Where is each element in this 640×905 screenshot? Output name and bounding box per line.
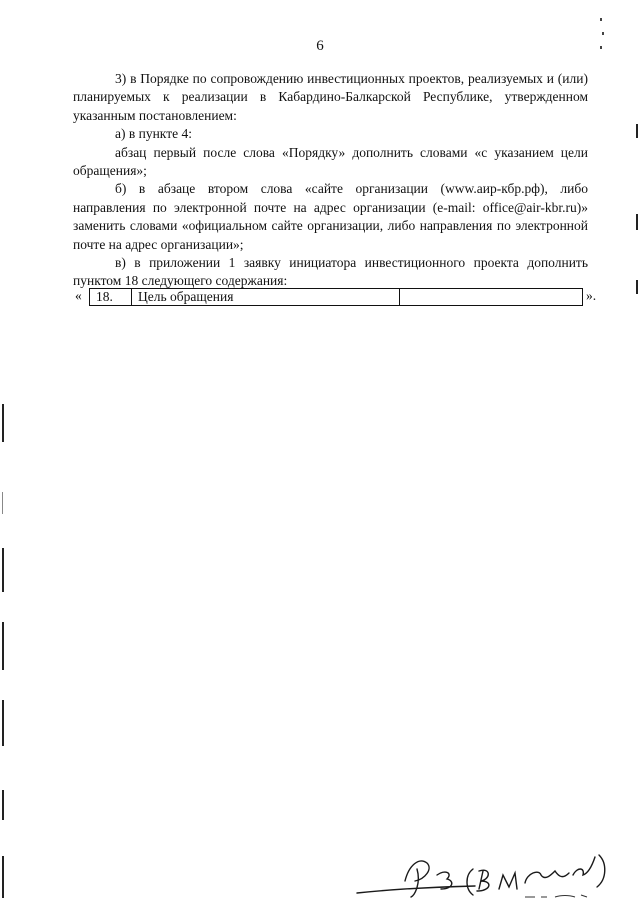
corner-dot [600,46,602,49]
scan-edge-mark [2,790,4,820]
page-number: 6 [316,38,324,54]
scan-edge-mark [636,280,638,294]
amendment-table [89,288,583,306]
scan-edge-mark [2,700,4,746]
paragraph-item-v: в) в приложении 1 заявку инициатора инвестиционного проекта дополнить пунктом 18 следующего содержания: [73,255,588,289]
open-quote: « [75,288,82,303]
scan-edge-mark [2,492,3,514]
row-label-cell: Цель обращения [132,289,400,306]
scan-edge-mark [636,214,638,230]
close-quote: ». [586,288,597,303]
scan-edge-mark [2,404,4,442]
paragraph-item-b: б) в абзаце втором слова «сайте организации (www.аир-кбр.рф), либо направления по электронной почте на адрес организации (e-mail: office@air-kbr.ru)» заменить словами «официальном сайте организации, либо направления по электронной почте на адрес организации»; [73,181,588,252]
scan-edge-mark [636,124,638,138]
paragraph-porядок: 3) в Порядке по сопровождению инвестиционных проектов, реализуемых и (или) планируемых к реализации в Кабардино-Балкарской Республике, утвержденном указанным постановлением: [73,71,588,123]
corner-dot [600,18,602,21]
amendment-row [73,288,603,306]
row-value-cell [400,289,583,306]
paragraph-first-abzac: абзац первый после слова «Порядку» дополнить словами «с указанием цели обращения»; [73,144,588,179]
scan-edge-mark [2,622,4,670]
paragraph-item-a: а) в пункте 4: [115,126,192,142]
scan-edge-mark [2,548,4,592]
row-number-cell: 18. [90,289,132,306]
document-body [73,70,588,291]
table-row [90,289,583,306]
corner-dot [602,32,604,35]
signature-image [355,845,625,900]
scan-edge-mark [2,856,4,898]
